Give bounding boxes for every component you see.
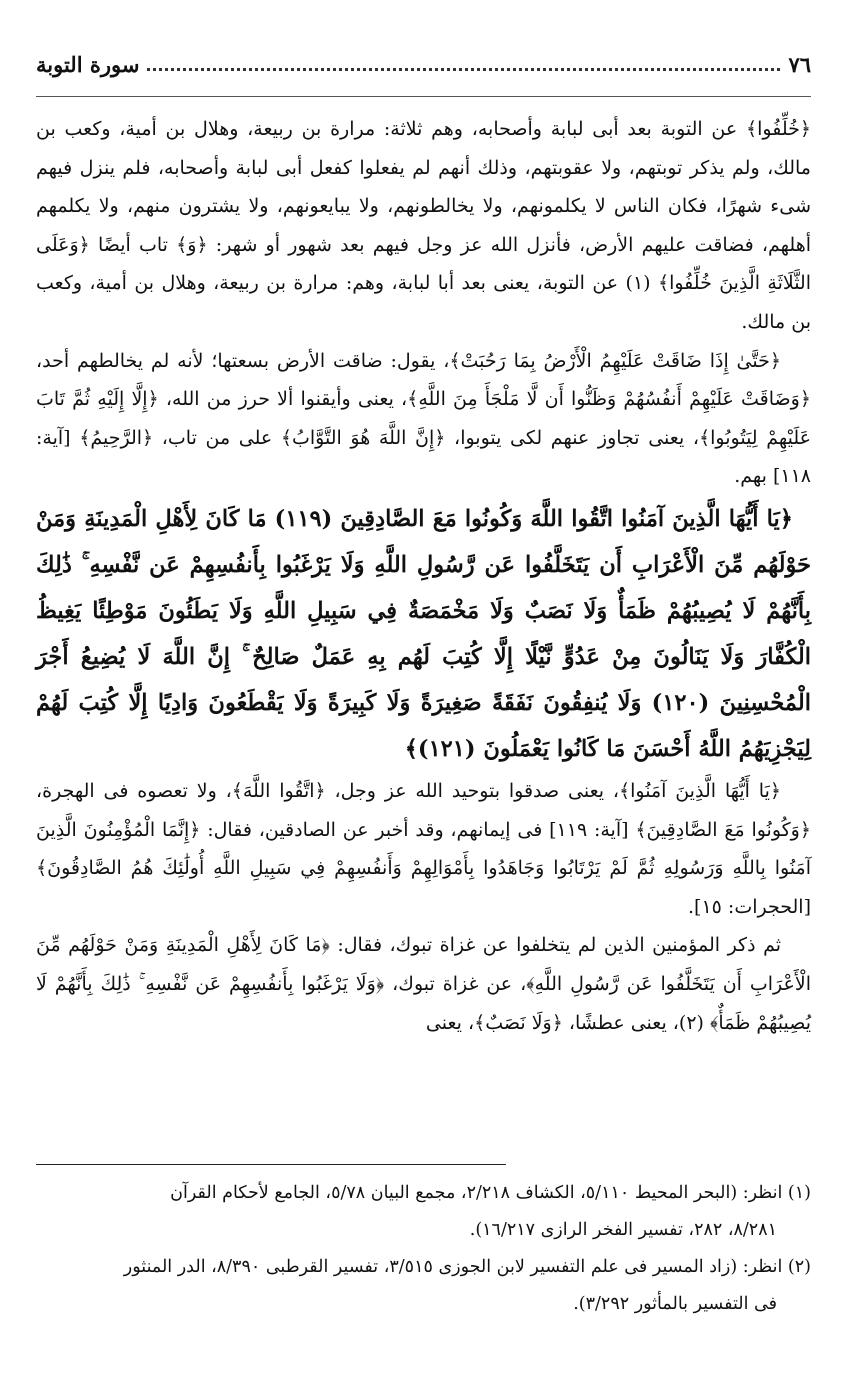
paragraph-3: ﴿يَا أَيُّهَا الَّذِينَ آمَنُوا﴾، يعنى صدقوا بتوحيد الله عز وجل، ﴿اتَّقُوا اللَّهَ﴾، ولا تعصوه فى الهجرة، ﴿وَكُونُوا مَعَ الصَّادِقِينَ﴾ [آية: ١١٩] فى إيمانهم، وقد أخبر عن الصادقين، فقال: ﴿إِنَّمَا الْمُؤْمِنُونَ الَّذِينَ آمَنُوا بِاللَّهِ وَرَسُولِهِ ثُمَّ لَمْ يَرْتَابُوا وَجَاهَدُوا بِأَمْوَالِهِمْ وَأَنفُسِهِمْ فِي سَبِيلِ اللَّهِ أُولَٰئِكَ هُمُ الصَّادِقُونَ﴾ [الحجرات: ١٥]. (36, 779, 811, 918)
footnote-1-line-1: (١) انظر: (البحر المحيط ٥/١١٠، الكشاف ٢/٢١٨، مجمع البيان ٥/٧٨، الجامع لأحكام القرآن (170, 1183, 811, 1203)
paragraph-2: ﴿حَتَّىٰ إِذَا ضَاقَتْ عَلَيْهِمُ الْأَرْضُ بِمَا رَحُبَتْ﴾، يقول: ضاقت الأرض بسعتها؛ لأنه لم يخالطهم أحد، ﴿وَضَاقَتْ عَلَيْهِمْ أَنفُسُهُمْ وَظَنُّوا أَن لَّا مَلْجَأَ مِنَ اللَّهِ﴾، يعنى وأيقنوا ألا حرز من الله، ﴿إِلَّا إِلَيْهِ ثُمَّ تَابَ عَلَيْهِمْ لِيَتُوبُوا﴾، يعنى تجاوز عنهم لكى يتوبوا، ﴿إِنَّ اللَّهَ هُوَ التَّوَّابُ﴾ على من تاب، ﴿الرَّحِيمُ﴾ [آية: ١١٨] بهم. (36, 349, 811, 488)
header-dotted-leader (147, 58, 780, 71)
footnote-2-line-2: فى التفسير بالمأثور ٣/٢٩٢). (573, 1294, 777, 1314)
footnote-divider (36, 1164, 506, 1165)
page-header (36, 52, 811, 77)
footnotes (36, 1176, 811, 1324)
quran-verses-block: ﴿يَا أَيُّهَا الَّذِينَ آمَنُوا اتَّقُوا اللَّهَ وَكُونُوا مَعَ الصَّادِقِينَ (١١٩) مَا كَانَ لِأَهْلِ الْمَدِينَةِ وَمَنْ حَوْلَهُم مِّنَ الْأَعْرَابِ أَن يَتَخَلَّفُوا عَن رَّسُولِ اللَّهِ وَلَا يَرْغَبُوا بِأَنفُسِهِمْ عَن نَّفْسِهِ ۚ ذَٰلِكَ بِأَنَّهُمْ لَا يُصِيبُهُمْ ظَمَأٌ وَلَا نَصَبٌ وَلَا مَخْمَصَةٌ فِي سَبِيلِ اللَّهِ وَلَا يَطَئُونَ مَوْطِئًا يَغِيظُ الْكُفَّارَ وَلَا يَنَالُونَ مِنْ عَدُوٍّ نَّيْلًا إِلَّا كُتِبَ لَهُم بِهِ عَمَلٌ صَالِحٌ ۚ إِنَّ اللَّهَ لَا يُضِيعُ أَجْرَ الْمُحْسِنِينَ (١٢٠) وَلَا يُنفِقُونَ نَفَقَةً صَغِيرَةً وَلَا كَبِيرَةً وَلَا يَقْطَعُونَ وَادِيًا إِلَّا كُتِبَ لَهُمْ لِيَجْزِيَهُمُ اللَّهُ أَحْسَنَ مَا كَانُوا يَعْمَلُونَ (١٢١)﴾ (36, 505, 811, 762)
main-text (36, 110, 811, 1042)
page-number: ٧٦ (788, 52, 811, 77)
paragraph-1: ﴿خُلِّفُوا﴾ عن التوبة بعد أبى لبابة وأصحابه، وهم ثلاثة: مرارة بن ربيعة، وهلال بن أمية، وكعب بن مالك، ولم يذكر توبتهم، ولا عقوبتهم، وذلك أنهم لم يفعلوا كفعل أبى لبابة وأصحابه، فلم ينزل فيهم شىء شهرًا، فكان الناس لا يكلمونهم، ولا يخالطونهم، ولا يبايعونهم، ولا يشترون منهم، ولا يكلمهم أهلهم، فضاقت عليهم الأرض، فأنزل الله عز وجل فيهم بعد شهور أو شهر: ﴿وَ﴾ تاب أيضًا ﴿وَعَلَى الثَّلَاثَةِ الَّذِينَ خُلِّفُوا﴾ (١) عن التوبة، يعنى بعد أبا لبابة، وهم: مرارة بن ربيعة، وهلال بن أمية، وكعب بن مالك. (36, 118, 812, 333)
paragraph-4: ثم ذكر المؤمنين الذين لم يتخلفوا عن غزاة تبوك، فقال: ﴿مَا كَانَ لِأَهْلِ الْمَدِينَةِ وَمَنْ حَوْلَهُم مِّنَ الْأَعْرَابِ أَن يَتَخَلَّفُوا عَن رَّسُولِ اللَّهِ﴾، عن غزاة تبوك، ﴿وَلَا يَرْغَبُوا بِأَنفُسِهِمْ عَن نَّفْسِهِ ۚ ذَٰلِكَ بِأَنَّهُمْ لَا يُصِيبُهُمْ ظَمَأٌ﴾ (٢)، يعنى عطشًا، ﴿وَلَا نَصَبٌ﴾، يعنى (36, 934, 811, 1034)
surah-title: سورة التوبة (36, 52, 140, 77)
footnote-2-line-1: (٢) انظر: (زاد المسير فى علم التفسير لابن الجوزى ٣/٥١٥، تفسير القرطبى ٨/٣٩٠، الدر المنثور (123, 1257, 811, 1277)
footnote-1-line-2: ٨/٢٨١، ٢٨٢، تفسير الفخر الرازى ١٦/٢١٧). (469, 1220, 777, 1240)
header-divider (36, 96, 811, 97)
